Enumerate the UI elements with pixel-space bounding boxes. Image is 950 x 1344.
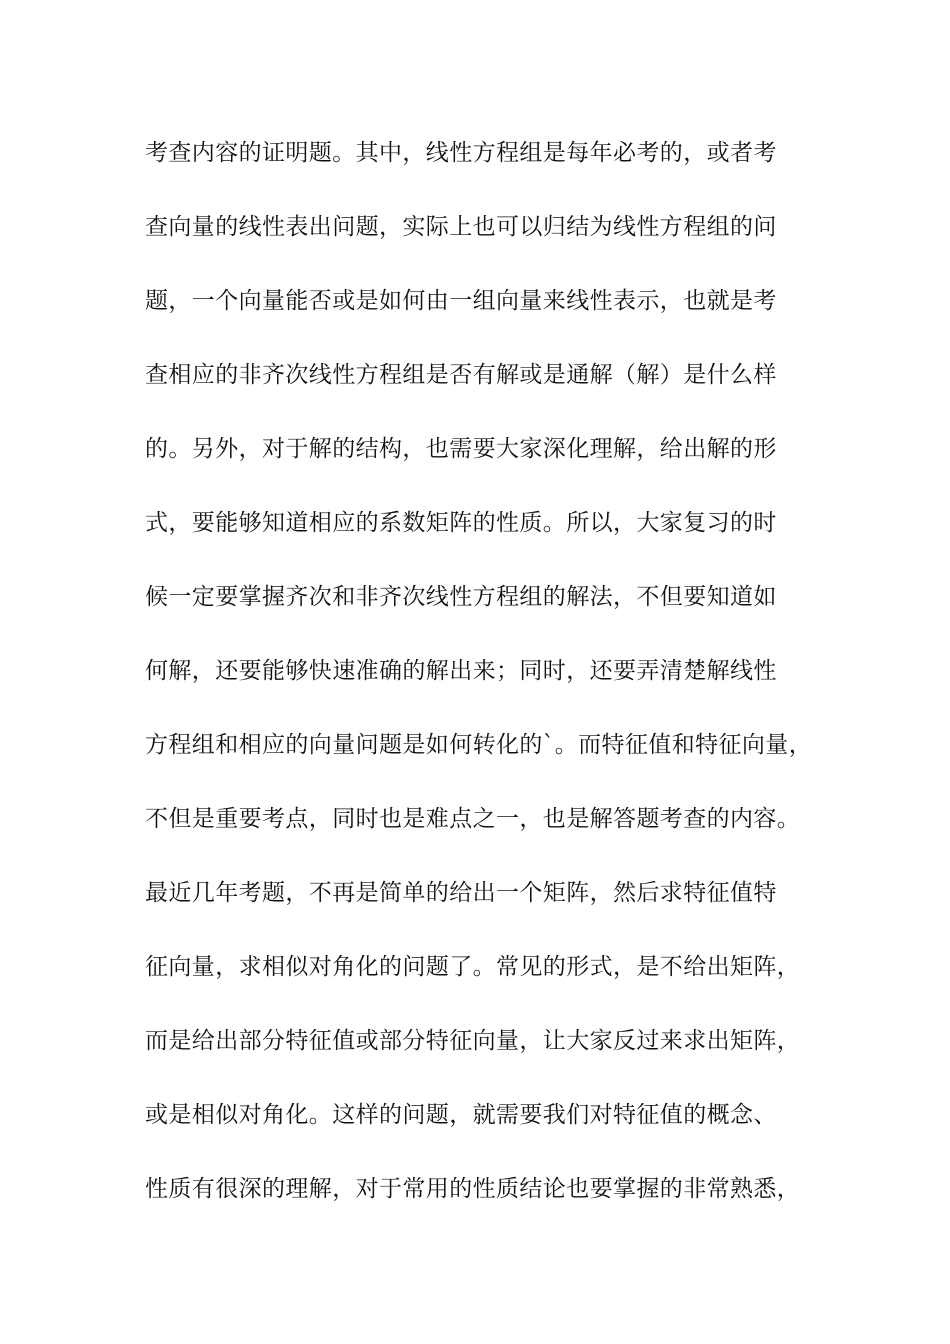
text-line: 或是相似对角化。这样的问题，就需要我们对特征值的概念、 — [145, 1102, 777, 1128]
text-line: 题，一个向量能否或是如何由一组向量来线性表示，也就是考 — [145, 288, 777, 314]
text-line: 方程组和相应的向量问题是如何转化的`。而特征值和特征向量， — [145, 732, 813, 758]
text-line: 最近几年考题，不再是简单的给出一个矩阵，然后求特征值特 — [145, 880, 777, 906]
text-line: 征向量，求相似对角化的问题了。常见的形式，是不给出矩阵， — [145, 954, 801, 980]
text-line: 性质有很深的理解，对于常用的性质结论也要掌握的非常熟悉， — [145, 1176, 801, 1202]
text-line: 考查内容的证明题。其中，线性方程组是每年必考的，或者考 — [145, 140, 777, 166]
text-line: 不但是重要考点，同时也是难点之一，也是解答题考查的内容。 — [145, 806, 801, 832]
text-line: 何解，还要能够快速准确的解出来；同时，还要弄清楚解线性 — [145, 658, 777, 684]
text-line: 的。另外，对于解的结构，也需要大家深化理解，给出解的形 — [145, 436, 777, 462]
text-line: 而是给出部分特征值或部分特征向量，让大家反过来求出矩阵， — [145, 1028, 801, 1054]
text-line: 式，要能够知道相应的系数矩阵的性质。所以，大家复习的时 — [145, 510, 777, 536]
text-line: 查向量的线性表出问题，实际上也可以归结为线性方程组的问 — [145, 214, 777, 240]
text-line: 候一定要掌握齐次和非齐次线性方程组的解法，不但要知道如 — [145, 584, 777, 610]
body-paragraph — [145, 128, 845, 1238]
text-line: 查相应的非齐次线性方程组是否有解或是通解（解）是什么样 — [145, 362, 777, 388]
